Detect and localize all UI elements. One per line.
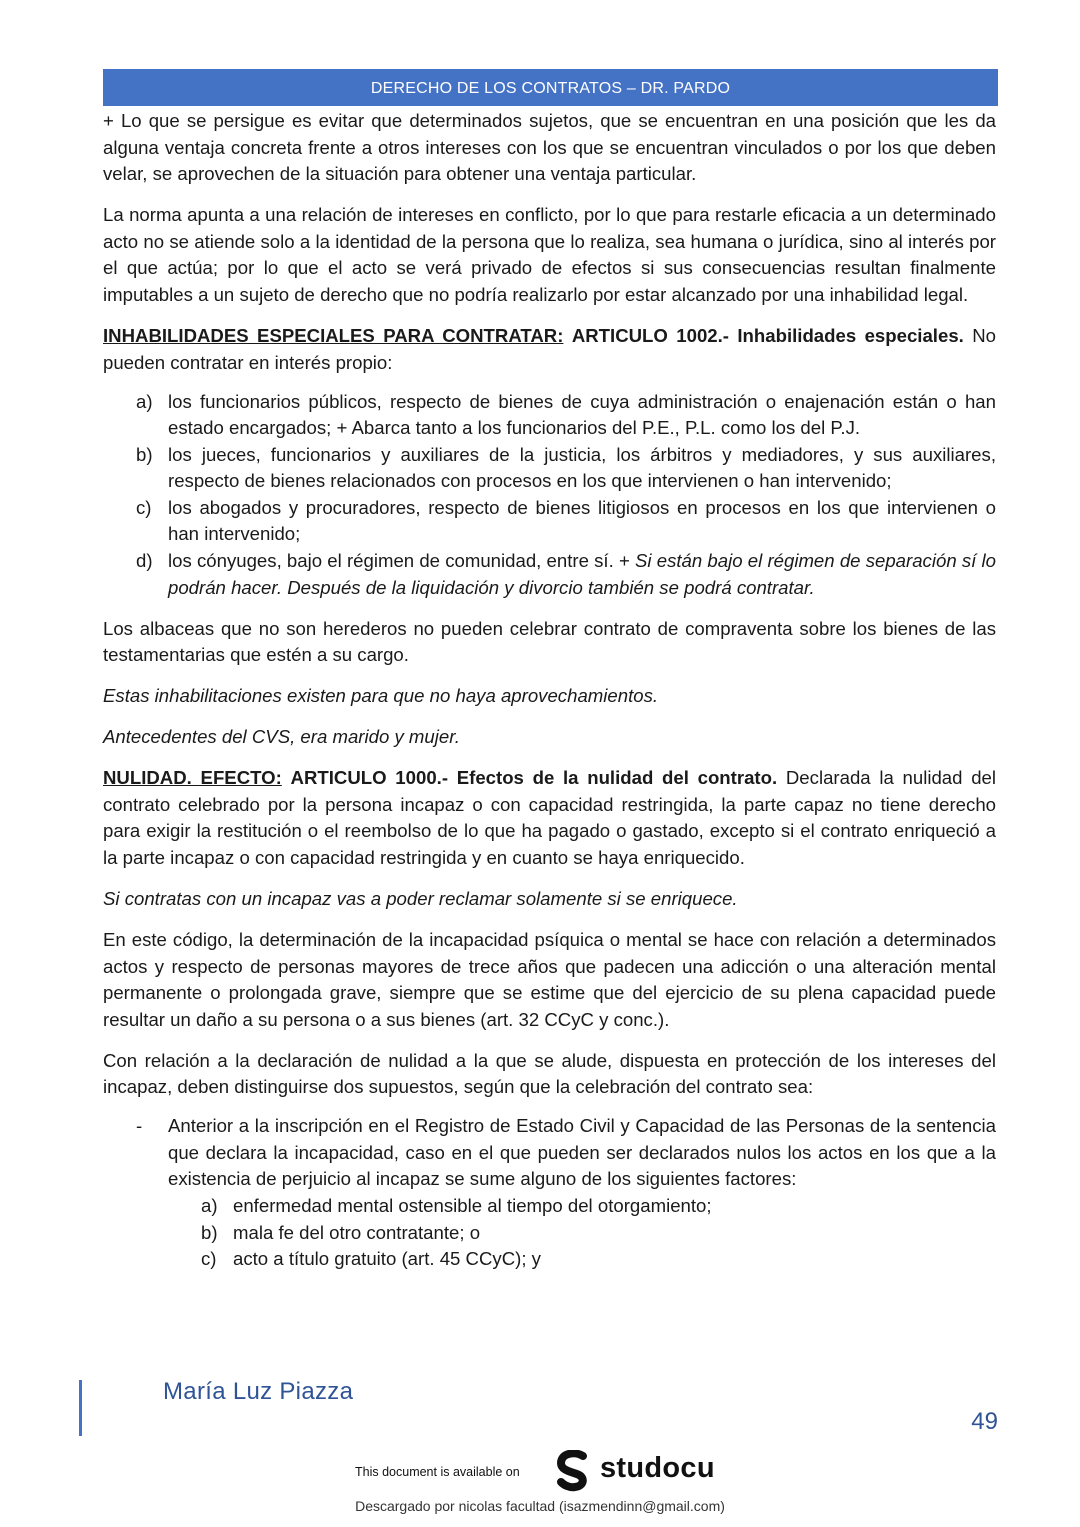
paragraph: La norma apunta a una relación de intereses en conflicto, por lo que para restarle eficacia a un determinado acto no se atiende solo a la identidad de la persona que lo realiza, sea humana o jurídica, sino al interés por el que actúa; por lo que el acto se verá privado de efectos si sus consecuencias resultan finalmente imputables a un sujeto de derecho que no podría realizarlo por estar alcanzado por una inhabilidad legal. [103, 204, 996, 305]
list-item [103, 495, 996, 548]
document-body [103, 108, 996, 1287]
paragraph: En este código, la determinación de la incapacidad psíquica o mental se hace con relación a determinados actos y respecto de personas mayores de trece años que padecen una adicción o una alteración mental permanente o prolongada grave, siempre que se estime que del ejercicio de su plena capacidad puede resultar un daño a su persona o a sus bienes (art. 32 CCyC y conc.). [103, 928, 996, 1030]
article-title: ARTICULO 1002.- Inhabilidades especiales. [571, 324, 964, 346]
list-item-text: los cónyuges, bajo el régimen de comunidad, entre sí. + [168, 550, 635, 572]
download-info: Descargado por nicolas facultad (isazmendinn@gmail.com) [355, 1498, 725, 1514]
list-marker: b) [201, 1221, 218, 1243]
italic-text: Si contratas con un incapaz vas a poder reclamar solamente si se enriquece. [103, 887, 738, 909]
list-item-text: los funcionarios públicos, respecto de bienes de cuya administración o enajenación están o han estado encargados; + Abarca tanto a los funcionarios del P.E., P.L. como los del P.J. [168, 390, 996, 439]
list-item [103, 1246, 996, 1273]
italic-text: Estas inhabilitaciones existen para que no haya aprovechamientos. [103, 685, 659, 707]
list-marker: c) [201, 1248, 217, 1270]
list-item [103, 1193, 996, 1220]
list-item [103, 389, 996, 442]
list-item-text: mala fe del otro contratante; o [233, 1221, 481, 1243]
italic-text: Antecedentes del CVS, era marido y mujer. [103, 726, 460, 748]
list-item [103, 1220, 996, 1247]
list-marker: b) [136, 443, 153, 465]
list-marker: a) [136, 390, 153, 412]
list-item [103, 1113, 996, 1193]
italic-note [103, 886, 996, 913]
studocu-brand[interactable]: studocu [600, 1452, 715, 1484]
list-item-text: los abogados y procuradores, respecto de bienes litigiosos en procesos en los que intervienen o han intervenido; [168, 496, 996, 545]
section-heading: INHABILIDADES ESPECIALES PARA CONTRATAR: [103, 324, 564, 346]
studocu-logo-icon[interactable] [553, 1450, 593, 1494]
italic-note [103, 724, 996, 751]
list-item-text: Anterior a la inscripción en el Registro de Estado Civil y Capacidad de las Personas de la sentencia que declara la incapacidad, caso en el que pueden ser declarados nulos los actos en los que a la existencia de perjuicio al incapaz se sume alguno de los siguientes factores: [168, 1115, 996, 1190]
supuestos-list [103, 1113, 996, 1273]
list-item-text: enfermedad mental ostensible al tiempo del otorgamiento; [233, 1195, 712, 1217]
paragraph: Los albaceas que no son herederos no pueden celebrar contrato de compraventa sobre los bienes de las testamentarias que estén a su cargo. [103, 617, 996, 666]
author-name: María Luz Piazza [163, 1378, 354, 1405]
list-item [103, 548, 996, 601]
list-item-italic-note: Si están bajo el régimen de separación sí lo podrán hacer. Después de la liquidación y divorcio también se podrá contratar. [168, 550, 996, 598]
footer-accent-line [79, 1380, 82, 1436]
list-marker: - [136, 1115, 143, 1137]
article-title: ARTICULO 1000.- Efectos de la nulidad del contrato. [290, 767, 778, 789]
list-marker: a) [201, 1195, 218, 1217]
section-heading: NULIDAD. EFECTO: [103, 767, 282, 789]
paragraph: Con relación a la declaración de nulidad a la que se alude, dispuesta en protección de los intereses del incapaz, deben distinguirse dos supuestos, según que la celebración del contrato sea: [103, 1049, 996, 1098]
list-item-text: acto a título gratuito (art. 45 CCyC); y [233, 1248, 541, 1270]
inhabilidades-list [103, 389, 996, 602]
paragraph: + Lo que se persigue es evitar que determinados sujetos, que se encuentran en una posición que les da alguna ventaja concreta frente a otros intereses con los que se encuentran vinculados o por los que deben velar, se aprovechen de la situación para obtener una ventaja particular. [103, 110, 996, 185]
list-marker: c) [136, 496, 152, 518]
italic-note [103, 683, 996, 710]
paragraph-text: Declarada la nulidad del contrato celebrado por la persona incapaz o con capacidad restringida, la parte capaz no tiene derecho para exigir la restitución o el reembolso de lo que ha pagado o gastado, excepto si el contrato enriqueció a la parte incapaz o con capacidad restringida y en cuanto se haya enriquecido. [103, 767, 997, 868]
document-header: DERECHO DE LOS CONTRATOS – DR. PARDO [103, 69, 998, 106]
list-marker: d) [136, 550, 153, 572]
factores-list [103, 1193, 996, 1273]
paragraph [103, 323, 996, 376]
page-number: 49 [971, 1408, 998, 1435]
list-item-text: los jueces, funcionarios y auxiliares de la justicia, los árbitros y mediadores, y sus auxiliares, respecto de bienes relacionados con procesos en los que intervienen o han intervenido; [168, 443, 996, 492]
paragraph-text: No pueden contratar en interés propio: [103, 324, 996, 373]
list-item [103, 442, 996, 495]
paragraph [103, 765, 996, 871]
availability-text: This document is available on [355, 1465, 520, 1479]
